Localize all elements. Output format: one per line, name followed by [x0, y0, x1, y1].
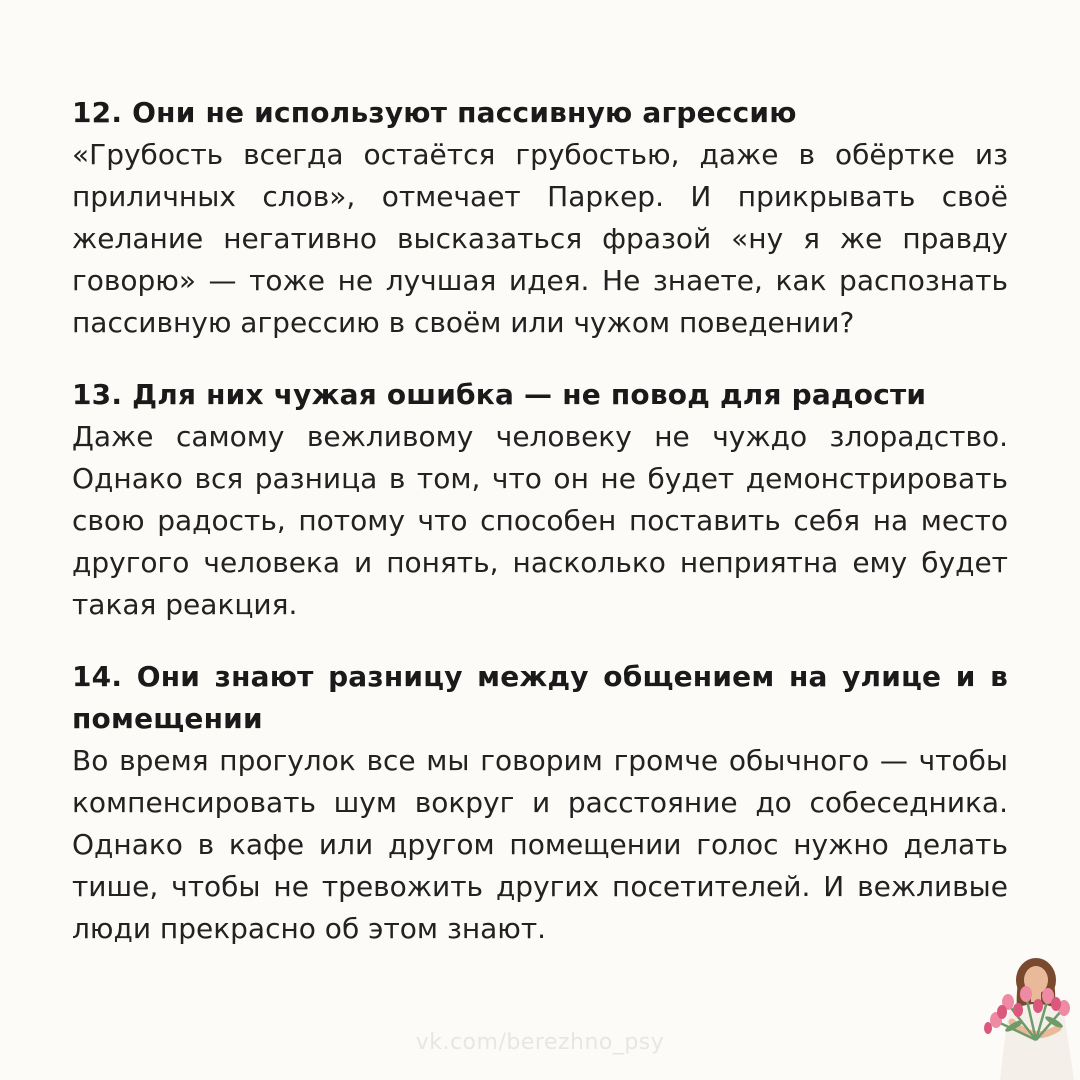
section-14 [72, 656, 1008, 950]
section-body: Во время прогулок все мы говорим громче обычного — чтобы компенсировать шум вокруг и расстояние до собеседника. Однако в кафе или другом помещении голос нужно делать тише, чтобы не тревожить других посетителей. И вежливые люди прекрасно об этом знают. [72, 744, 1008, 945]
section-13 [72, 374, 1008, 626]
section-body: «Грубость всегда остаётся грубостью, даже в обёртке из приличных слов», отмечает Паркер. И прикрывать своё желание негативно высказаться фразой «ну я же правду говорю» — тоже не лучшая идея. Не знаете, как распознать пассивную агрессию в своём или чужом поведении? [72, 138, 1008, 339]
section-body: Даже самому вежливому человеку не чуждо злорадство. Однако вся разница в том, что он не будет демонстрировать свою радость, потому что способен поставить себя на место другого человека и понять, насколько неприятна ему будет такая реакция. [72, 420, 1008, 621]
woman-with-tulips-illustration-icon [978, 952, 1080, 1080]
article-content [72, 92, 1008, 980]
watermark-link: vk.com/berezhno_psy [415, 1030, 665, 1055]
section-12 [72, 92, 1008, 344]
section-heading: 12. Они не используют пассивную агрессию [72, 96, 797, 129]
section-heading: 13. Для них чужая ошибка — не повод для радости [72, 378, 927, 411]
section-heading: 14. Они знают разницу между общением на улице и в помещении [72, 660, 1008, 735]
